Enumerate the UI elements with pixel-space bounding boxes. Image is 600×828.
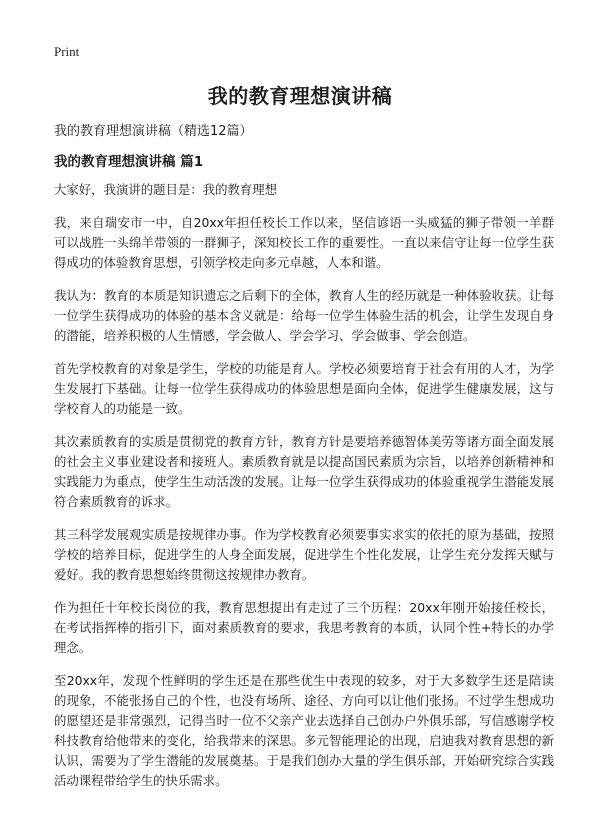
paragraph-8: 至20xx年，发现个性鲜明的学生还是在那些优生中表现的较多，对于大多数学生还是陪读的现象，不能张扬自己的个性，也没有场所、途径、方向可以让他们张扬。不过学生想成功的愿望还是非常强烈，记得当时一位不父亲产业去选择自己创办户外俱乐部，写信感谢学校科技教育给他带来的变化，给我带来的深思。多元智能理论的出现，启迪我对教育思想的新认识，需要为了学生潜能的发展奠基。于是我们创办大量的学生俱乐部，开始研究综合实践活动课程带给学生的快乐需求。 <box>54 673 554 788</box>
document-subtitle: 我的教育理想演讲稿（精选12篇） <box>54 124 253 139</box>
section-heading: 我的教育理想演讲稿 篇1 <box>54 154 204 170</box>
body-text <box>54 180 554 804</box>
paragraph-2: 我，来自瑞安市一中，自20xx年担任校长工作以来，坚信谚语一头威猛的狮子带领一羊群可以战胜一头绵羊带领的一群狮子，深知校长工作的重要性。一直以来信守让每一位学生获得成功的体验教育思想，引领学校走向多元卓越，人本和谐。 <box>54 215 554 270</box>
paragraph-7: 作为担任十年校长岗位的我，教育思想提出有走过了三个历程：20xx年刚开始接任校长，在考试指挥棒的指引下，面对素质教育的要求，我思考教育的本质，认同个性+特长的办学理念。 <box>54 600 554 655</box>
paragraph-3: 我认为：教育的本质是知识遗忘之后剩下的全体，教育人生的经历就是一种体验收获。让每一位学生获得成功的体验的基本含义就是：给每一位学生体验生活的机会，让学生发现自身的潜能，培养积极的人生情感，学会做人、学会学习、学会做事、学会创造。 <box>54 288 554 343</box>
paragraph-5: 其次素质教育的实质是贯彻党的教育方针，教育方针是要培养德智体美劳等诸方面全面发展的社会主义事业建设者和接班人。素质教育就是以提高国民素质为宗旨，以培养创新精神和实践能力为重点，使学生生动活泼的发展。让每一位学生获得成功的体验重视学生潜能发展符合素质教育的诉求。 <box>54 434 554 509</box>
document-title: 我的教育理想演讲稿 <box>207 84 393 108</box>
paragraph-4: 首先学校教育的对象是学生，学校的功能是育人。学校必须要培育于社会有用的人才，为学生发展打下基础。让每一位学生获得成功的体验思想是面向全体，促进学生健康发展，这与学校育人的功能是一致。 <box>54 361 554 416</box>
paragraph-1: 大家好，我演讲的题目是：我的教育理想 <box>54 182 278 197</box>
paragraph-6: 其三科学发展观实质是按规律办事。作为学校教育必须要事实求实的依托的原为基础，按照学校的培养目标，促进学生的人身全面发展，促进学生个性化发展，让学生充分发挥天赋与爱好。我的教育思想始终贯彻这按规律办教育。 <box>54 527 554 582</box>
print-link[interactable]: Print <box>54 44 80 59</box>
